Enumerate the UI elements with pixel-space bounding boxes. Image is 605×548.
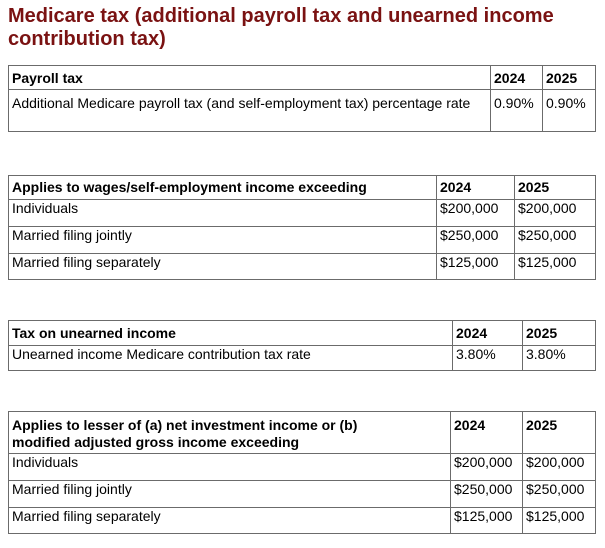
unearned-income-table: [8, 320, 596, 371]
column-header: 2024: [453, 321, 523, 346]
payroll-tax-table: [8, 65, 596, 132]
cell-value: $125,000: [526, 507, 585, 524]
page-title: Medicare tax (additional payroll tax and unearned income contribution tax): [8, 5, 554, 50]
cell-value: 3.80%: [453, 346, 523, 370]
cell-value: $125,000: [451, 508, 523, 533]
column-header: 2025: [523, 321, 595, 346]
cell-value: $250,000: [451, 481, 523, 508]
table-row: [9, 227, 595, 254]
table-header-row: [9, 66, 595, 90]
cell-value: $250,000: [437, 227, 515, 254]
cell-value: $250,000: [515, 227, 595, 254]
cell-value: $125,000: [518, 253, 577, 270]
column-header: Applies to wages/self-employment income exceeding: [9, 176, 437, 200]
cell-value: 0.90%: [491, 90, 543, 131]
table-header-row: [9, 321, 595, 346]
column-header: 2025: [523, 412, 595, 454]
cell-value: $200,000: [437, 200, 515, 227]
column-header: 2024: [491, 66, 543, 90]
row-label: Married filing jointly: [9, 481, 451, 508]
column-header: Payroll tax: [9, 66, 491, 90]
row-label: Additional Medicare payroll tax (and self-employment tax) percentage rate: [9, 90, 491, 131]
table-header-row: [9, 176, 595, 200]
row-label: Individuals: [9, 200, 437, 227]
column-header: 2025: [543, 66, 595, 90]
cell-value: 3.80%: [526, 346, 566, 362]
column-header: 2024: [437, 176, 515, 200]
row-label: Married filing jointly: [9, 227, 437, 254]
table-row: [9, 254, 595, 279]
investment-income-table: [8, 411, 596, 534]
column-header: Tax on unearned income: [9, 321, 453, 346]
table-row: [9, 200, 595, 227]
row-label: Married filing separately: [9, 254, 437, 279]
column-header: Applies to lesser of (a) net investment income or (b) modified adjusted gross income exceeding: [9, 412, 451, 454]
table-row: [9, 454, 595, 481]
cell-value: 0.90%: [546, 95, 586, 111]
table-row: [9, 90, 595, 131]
column-header: 2025: [515, 176, 595, 200]
row-label: Married filing separately: [9, 508, 451, 533]
table-row: [9, 346, 595, 370]
row-label: Unearned income Medicare contribution tax rate: [9, 346, 453, 370]
row-label: Individuals: [9, 454, 451, 481]
cell-value: $200,000: [523, 454, 595, 481]
wages-threshold-table: [8, 175, 596, 280]
table-row: [9, 481, 595, 508]
column-header: 2024: [451, 412, 523, 454]
cell-value: $200,000: [515, 200, 595, 227]
cell-value: $125,000: [437, 254, 515, 279]
table-header-row: [9, 412, 595, 454]
table-row: [9, 508, 595, 533]
cell-value: $250,000: [523, 481, 595, 508]
cell-value: $200,000: [451, 454, 523, 481]
